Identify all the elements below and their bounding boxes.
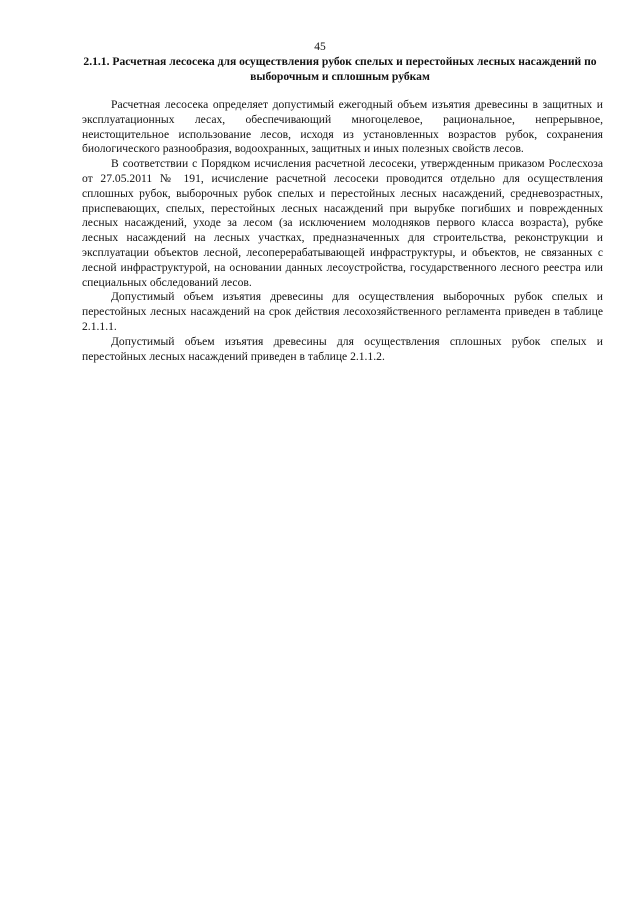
- paragraph: В соответствии с Порядком исчисления расчетной лесосеки, утвержденным приказом Рослесхоза от 27.05.2011 № 191, исчисление расчетной лесосеки проводится отдельно для осуществления сплошных рубок, выборочных рубок спелых и перестойных лесных насаждений, средневозрастных, приспевающих, спелых, перестойных лесных насаждений при вырубке погибших и поврежденных лесных насаждений, уходе за лесом (за исключением молодняков первого класса возраста), рубке лесных насаждений на лесных участках, предназначенных для строительства, реконструкции и эксплуатации объектов лесной, лесоперерабатывающей инфраструктуры, и объектов, не связанных с лесной инфраструктурой, на основании данных лесоустройства, государственного лесного реестра или специальных обследований лесов.: [82, 157, 603, 289]
- paragraph: Допустимый объем изъятия древесины для осуществления сплошных рубок спелых и перестойных лесных насаждений приведен в таблице 2.1.1.2.: [82, 334, 603, 363]
- section-heading: 2.1.1. Расчетная лесосека для осуществления рубок спелых и перестойных лесных насаждений по выборочным и сплошным рубкам: [83, 55, 597, 83]
- page-number: 45: [314, 41, 326, 53]
- paragraph: Допустимый объем изъятия древесины для осуществления выборочных рубок спелых и перестойных лесных насаждений на срок действия лесохозяйственного регламента приведен в таблице 2.1.1.1.: [82, 290, 603, 333]
- paragraph: Расчетная лесосека определяет допустимый ежегодный объем изъятия древесины в защитных и эксплуатационных лесах, обеспечивающий многоцелевое, рациональное, непрерывное, неистощительное использование лесов, исходя из установленных возрастов рубок, сохранения биологического разнообразия, водоохранных, защитных и иных полезных свойств лесов.: [82, 98, 603, 156]
- body-text: [82, 98, 603, 364]
